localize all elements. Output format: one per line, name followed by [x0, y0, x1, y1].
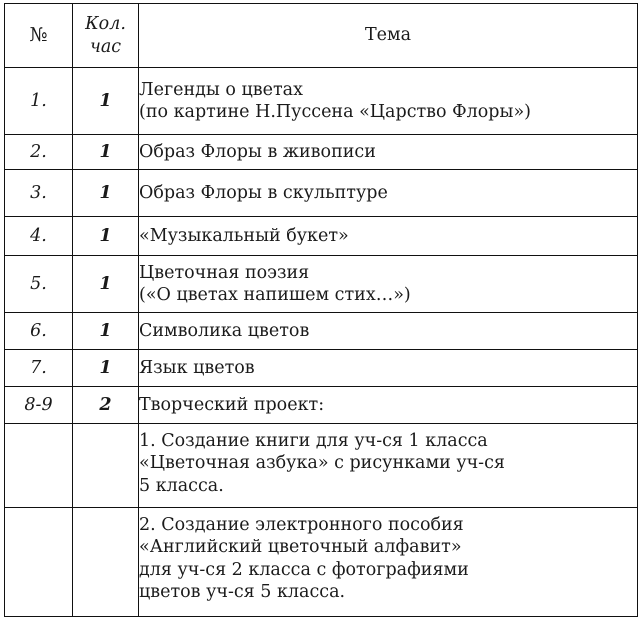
topic-line: для уч-ся 2 класса с фотографиями [139, 559, 469, 580]
row-hours: 1 [73, 313, 139, 350]
table-row [5, 68, 638, 135]
topic-line: цветов уч-ся 5 класса. [139, 582, 346, 603]
topic-line: 2. Создание электронного пособия [139, 515, 464, 535]
row-topic [139, 387, 638, 424]
row-topic [139, 68, 638, 135]
table-row [5, 350, 638, 387]
table-row [5, 313, 638, 350]
row-hours [73, 508, 139, 617]
row-hours: 1 [73, 170, 139, 217]
row-topic [139, 313, 638, 350]
row-hours: 1 [73, 256, 139, 313]
topic-line: «Музыкальный букет» [139, 225, 349, 246]
table-row [5, 135, 638, 170]
table-row [5, 387, 638, 424]
row-topic [139, 170, 638, 217]
topic-line: Образ Флоры в живописи [139, 141, 376, 162]
row-hours: 1 [73, 135, 139, 170]
row-number: 1. [5, 68, 73, 135]
row-topic [139, 424, 638, 508]
row-number: 6. [5, 313, 73, 350]
topic-line: Образ Флоры в скульптуре [139, 182, 388, 203]
row-number: 7. [5, 350, 73, 387]
table-row [5, 508, 638, 617]
row-topic [139, 135, 638, 170]
header-hours [73, 4, 139, 68]
row-hours: 1 [73, 217, 139, 256]
topic-line: («О цветах напишем стих…») [139, 285, 411, 305]
table-row [5, 256, 638, 313]
row-topic [139, 508, 638, 617]
row-number: 8-9 [5, 387, 73, 424]
row-topic [139, 217, 638, 256]
topic-line: Легенды о цветах [139, 79, 303, 100]
row-number: 5. [5, 256, 73, 313]
row-topic [139, 256, 638, 313]
row-hours: 1 [73, 350, 139, 387]
header-hours-line2: час [89, 36, 122, 57]
row-hours: 2 [73, 387, 139, 424]
topic-line: Символика цветов [139, 320, 310, 341]
row-number: 2. [5, 135, 73, 170]
row-number [5, 508, 73, 617]
header-topic: Тема [139, 4, 638, 68]
topic-line: Язык цветов [139, 357, 255, 378]
table-row [5, 424, 638, 508]
topic-line: 5 класса. [139, 475, 224, 496]
topic-line: «Английский цветочный алфавит» [139, 537, 462, 558]
row-hours: 1 [73, 68, 139, 135]
table-header-row [5, 4, 638, 68]
row-number: 4. [5, 217, 73, 256]
topic-line: «Цветочная азбука» с рисунками уч-ся [139, 453, 505, 474]
topic-line: Творческий проект: [139, 394, 325, 415]
header-number: № [5, 4, 73, 68]
table-row [5, 217, 638, 256]
topic-line: 1. Создание книги для уч-ся 1 класса [139, 431, 488, 451]
topic-line: Цветочная поэзия [139, 262, 310, 283]
header-hours-line1: Кол. [85, 14, 126, 35]
row-number: 3. [5, 170, 73, 217]
topic-line: (по картине Н.Пуссена «Царство Флоры») [139, 102, 531, 122]
lesson-plan-table [4, 3, 638, 617]
row-hours [73, 424, 139, 508]
row-number [5, 424, 73, 508]
table-row [5, 170, 638, 217]
row-topic [139, 350, 638, 387]
